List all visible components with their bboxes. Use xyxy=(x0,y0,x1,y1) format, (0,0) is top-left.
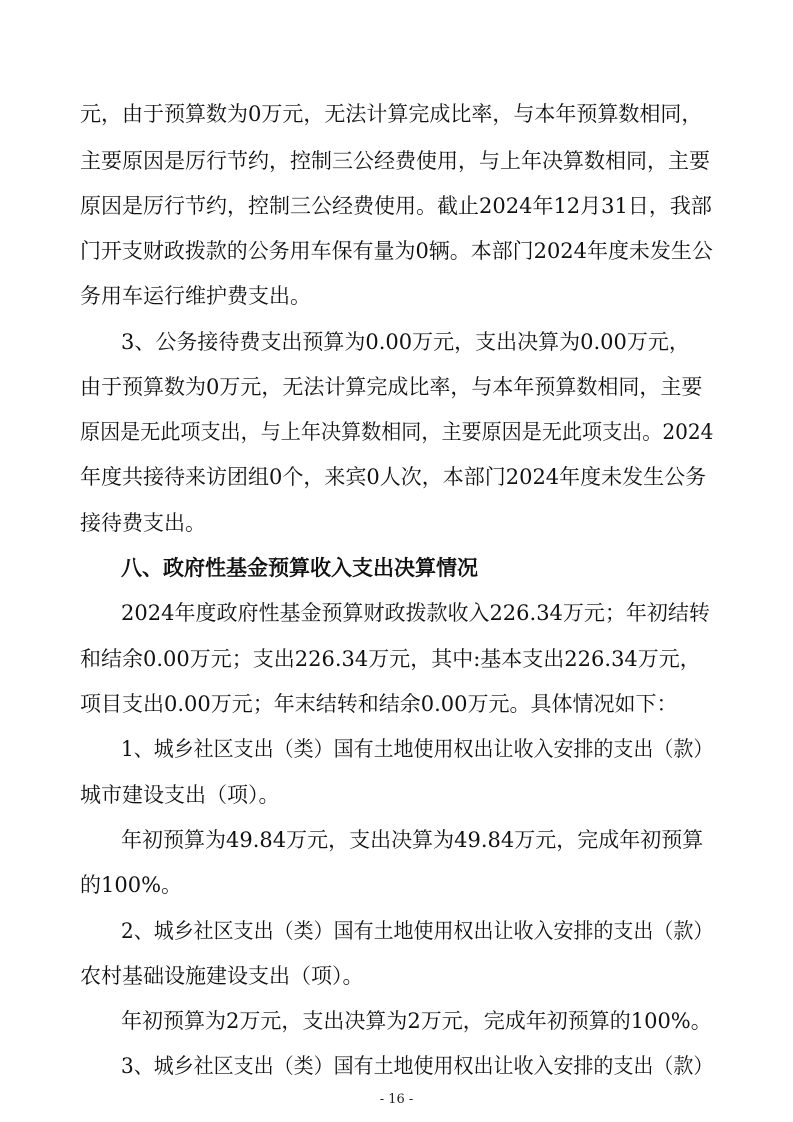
paragraph-line: 主要原因是厉行节约，控制三公经费使用，与上年决算数相同，主要 xyxy=(80,149,710,173)
page-number: - 16 - xyxy=(379,1092,414,1107)
paragraph-line: 和结余0.00万元；支出226.34万元，其中:基本支出226.34万元， xyxy=(80,647,701,671)
section-heading: 八、政府性基金预算收入支出决算情况 xyxy=(121,556,478,580)
paragraph-line: 原因是厉行节约，控制三公经费使用。截止2024年12月31日，我部 xyxy=(80,194,712,218)
paragraph-line: 接待费支出。 xyxy=(80,511,206,535)
paragraph-line: 元，由于预算数为0万元，无法计算完成比率，与本年预算数相同， xyxy=(80,102,703,126)
paragraph-line: 务用车运行维护费支出。 xyxy=(80,284,311,308)
paragraph-line: 1、城乡社区支出（类）国有土地使用权出让收入安排的支出（款） xyxy=(121,737,714,761)
paragraph-line: 由于预算数为0万元，无法计算完成比率，与本年预算数相同，主要 xyxy=(80,375,703,399)
paragraph-line: 年度共接待来访团组0个，来宾0人次，本部门2024年度未发生公务 xyxy=(80,465,707,489)
paragraph-line: 3、公务接待费支出预算为0.00万元，支出决算为0.00万元， xyxy=(121,330,690,354)
paragraph-line: 的100%。 xyxy=(80,873,183,897)
paragraph-line: 2024年度政府性基金预算财政拨款收入226.34万元；年初结转 xyxy=(121,601,710,625)
paragraph-line: 年初预算为2万元，支出决算为2万元，完成年初预算的100%。 xyxy=(121,1009,712,1033)
paragraph-line: 3、城乡社区支出（类）国有土地使用权出让收入安排的支出（款） xyxy=(121,1054,714,1078)
paragraph-line: 门开支财政拨款的公务用车保有量为0辆。本部门2024年度未发生公 xyxy=(80,239,713,263)
paragraph-line: 2、城乡社区支出（类）国有土地使用权出让收入安排的支出（款） xyxy=(121,919,714,943)
paragraph-line: 原因是无此项支出，与上年决算数相同，主要原因是无此项支出。2024 xyxy=(80,420,714,444)
paragraph-line: 项目支出0.00万元；年末结转和结余0.00万元。具体情况如下： xyxy=(80,692,678,716)
paragraph-line: 城市建设支出（项）。 xyxy=(80,783,280,807)
paragraph-line: 农村基础设施建设支出（项）。 xyxy=(80,964,364,988)
paragraph-line: 年初预算为49.84万元，支出决算为49.84万元，完成年初预算 xyxy=(121,828,704,852)
